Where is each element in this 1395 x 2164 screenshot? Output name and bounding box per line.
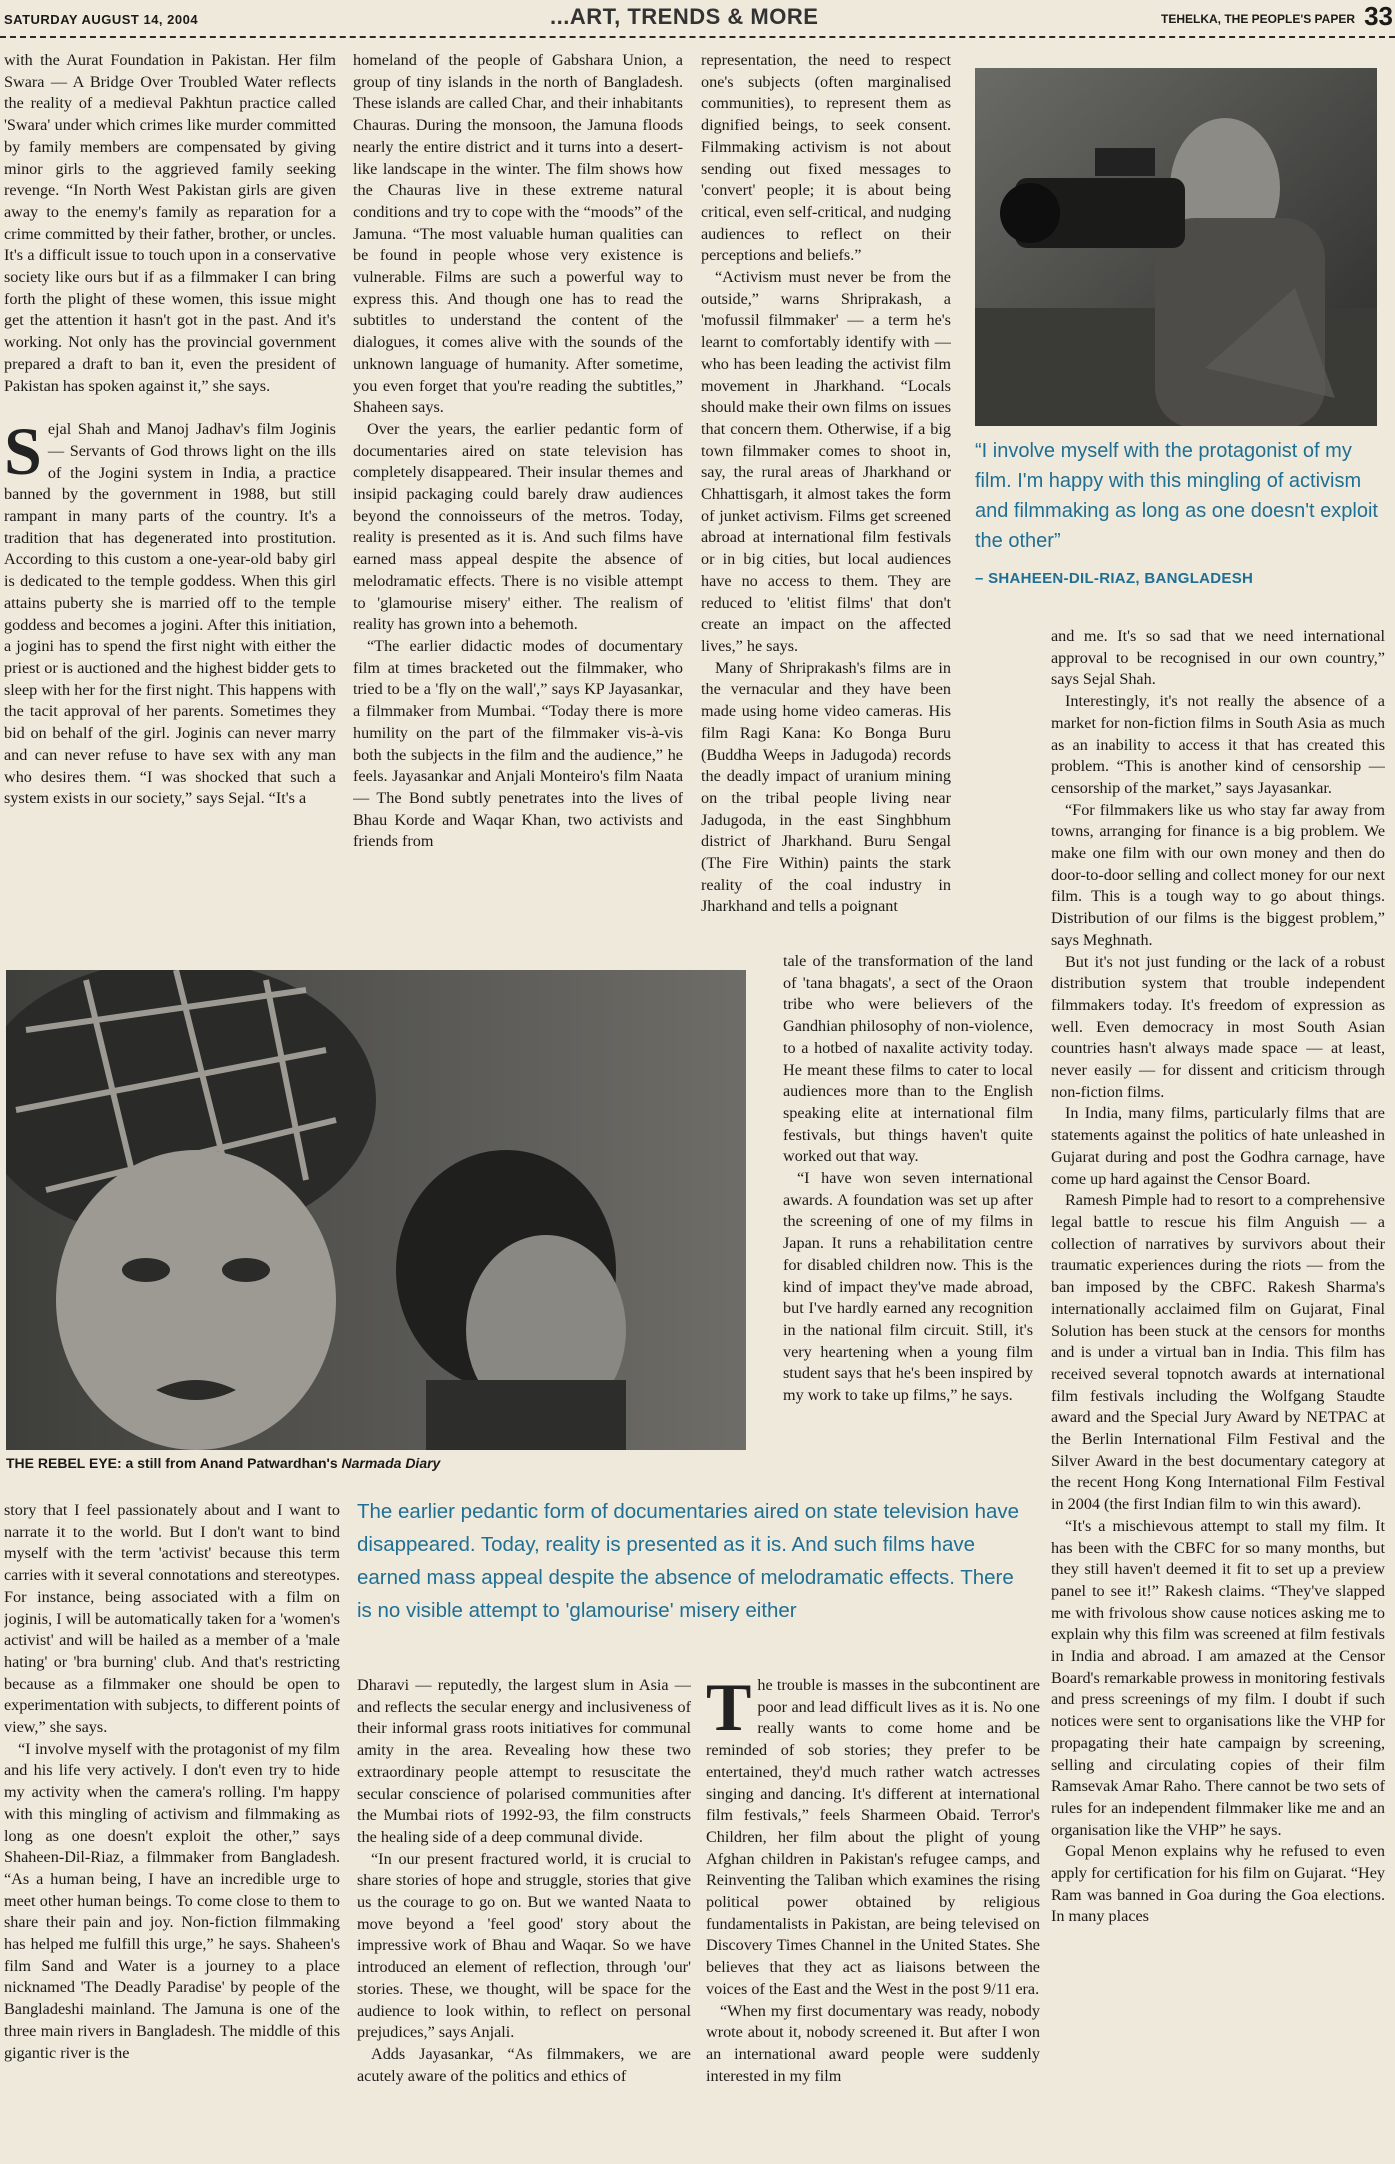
- paragraph: “I involve myself with the protagonist of my film and his life very actively. I don't even try to hide my activity when the camera's rolling. I'm happy with this mingling of activism and filmmaking as long as one doesn't exploit the other,” says Shaheen-Dil-Riaz, a filmmaker from Bangladesh. “As a human being, I have an incredible urge to meet other human beings. To come close to them to share their pain and joy. Non-fiction filmmaking has helped me fulfill this urge,” he says. Shaheen's film Sand and Water is a journey to a place nicknamed 'The Deadly Paradise' by people of the Bangladeshi mainland. The Jamuna is one of the three main rivers in Bangladesh. The middle of this gigantic river is the: [4, 1739, 340, 2062]
- paragraph: But it's not just funding or the lack of a robust distribution system that trouble independent filmmakers today. It's freedom of expression as well. Even democracy in most South Asian countries hasn't always made space — at least, never easily — for dissent and criticism through non-fiction films.: [1051, 952, 1385, 1101]
- main-pullquote: [357, 1495, 1032, 1627]
- paper-name: TEHELKA, THE PEOPLE'S PAPER: [1161, 12, 1355, 26]
- paragraph: Gopal Menon explains why he refused to even apply for certification for his film on Gujarat. “Hey Ram was banned in Goa during the Goa elections. In many places: [1051, 1842, 1385, 1926]
- issue-date: SATURDAY AUGUST 14, 2004: [4, 12, 199, 27]
- rebel-eye-image: [6, 970, 746, 1450]
- caption-label: THE REBEL EYE: a still from Anand Patwardhan's: [6, 1455, 338, 1471]
- paragraph: Interestingly, it's not really the absence of a market for non-fiction films in South Asia as much as an inability to access it that has created this problem. “This is another kind of censorship — censorship of the market,” says Jayasankar.: [1051, 692, 1385, 797]
- photo-caption: [6, 1455, 746, 1471]
- paragraph: Over the years, the earlier pedantic form of documentaries aired on state television has completely disappeared. Their insular themes and insipid packaging could barely draw audiences beyond the connoisseurs of the metros. Today, reality is presented as it is. And such films have earned mass appeal despite the absence of melodramatic effects. There is no visible attempt to 'glamourise misery' either. The realism of reality has grown into a behemoth.: [353, 419, 683, 634]
- cameraman-image: [975, 68, 1377, 426]
- caption-film: Narmada Diary: [341, 1455, 441, 1471]
- column-4: [1051, 626, 1385, 2162]
- page-header: [0, 0, 1395, 38]
- paragraph: Dharavi — reputedly, the largest slum in Asia — and reflects the secular energy and inclusiveness of their informal grass roots initiatives for communal amity in the area. Revealing how these two extraordinary people attempt to resuscitate the secular conscience of polarised communities after the Mumbai riots of 1992-93, the film constructs the healing side of a deep communal divide.: [357, 1676, 691, 1846]
- paragraph: “When my first documentary was ready, nobody wrote about it, nobody screened it. But after I won an international award people were suddenly interested in my film: [706, 2001, 1040, 2085]
- paragraph: “For filmmakers like us who stay far away from towns, arranging for finance is a big problem. We make one film with our own money and then do door-to-door selling and collect money for our next film. This is a tough way to go about things. Distribution of our films is the biggest problem,” says Meghnath.: [1051, 800, 1385, 949]
- paragraph: Many of Shriprakash's films are in the vernacular and they have been made using home video cameras. His film Ragi Kana: Ko Bonga Buru (Buddha Weeps in Jadugoda) records the deadly impact of uranium mining on the tribal people living near Jadugoda, in the east Singhbhum district of Jharkhand. Buru Sengal (The Fire Within) paints the stark reality of the coal industry in Jharkhand and tells a poignant: [701, 658, 951, 916]
- drop-cap: T: [706, 1675, 752, 1745]
- paragraph: “Activism must never be from the outside,” warns Shriprakash, a 'mofussil filmmaker' — a term he's learnt to comfortably identify with — who has been leading the activist film movement in Jharkhand. “Locals should make their own films on issues that concern them. Otherwise, if a big town filmmaker comes to shoot in, say, the rural areas of Jharkhand or Chhattisgarh, it almost takes the form of junket activism. Films get screened abroad at international film festivals or in big cities, but local audiences have no access to them. They are reduced to 'elitist films' that don't create an impact on the affected lives,” he says.: [701, 268, 951, 655]
- paragraph: story that I feel passionately about and I want to narrate it to the world. But I don't want to bind myself with the term 'activist' because this term carries with it several connotations and stereotypes. For instance, being associated with a film on joginis, I will be automatically taken for a 'women's activist' and will be hailed as a member of a 'male hating' or 'bra burning' club. And that's restricting because as a filmmaker one should be open to experimentation with subjects, to different points of view,” she says.: [4, 1501, 340, 1737]
- column-1-top: [4, 50, 336, 952]
- column-2-top: [353, 50, 683, 952]
- pullquote-attribution: – SHAHEEN-DIL-RIAZ, BANGLADESH: [975, 570, 1254, 587]
- paragraph: “It's a mischievous attempt to stall my film. It has been with the CBFC for so many months, but they still haven't deemed it fit to set up a preview panel to see it!” Rakesh claims. “They've slapped me with frivolous show cause notices asking me to explain why this film was screened at film festivals in India and abroad. I am amazed at the Censor Board's remarkable prowess in monitoring festivals and press screenings of my film. I doubt if such notices were sent to organisations like the VHP for propagating their hate campaign by screening, selling and circulating copies of their film Ramsevak Amar Raho. There cannot be two sets of rules for an independent filmmaker like me and an organisation like the VHP” he says.: [1051, 1516, 1385, 1839]
- paragraph: homeland of the people of Gabshara Union, a group of tiny islands in the north of Bangladesh. These islands are called Char, and their inhabitants Chauras. During the monsoon, the Jamuna floods nearly the entire district and it turns into a desert-like landscape in the winter. The film shows how the Chauras live in these extreme natural conditions and try to cope with the “moods” of the Jamuna. “The most valuable human qualities can be found in people whose very existence is vulnerable. Films are such a powerful way to express this. And though one has to read the subtitles to understand the content of the dialogues, it comes alive with the sounds of the unknown language of humanity. After sometime, you even forget that you're reading the subtitles,” Shaheen says.: [353, 51, 683, 417]
- rebel-eye-photo: [6, 970, 746, 1450]
- column-3-bottom: [706, 1675, 1040, 2162]
- section-title: ...ART, TRENDS & MORE: [550, 4, 819, 29]
- paragraph: tale of the transformation of the land of 'tana bhagats', a sect of the Oraon tribe who were believers of the Gandhian philosophy of non-violence, to a hotbed of naxalite activity today. He meant these films to cater to local audiences more than to the English speaking elite at international film festivals, but things haven't quite worked out that way.: [783, 952, 1033, 1166]
- paragraph: “I have won seven international awards. A foundation was set up after the screening of one of my films in Japan. It runs a rehabilitation centre for disabled children now. This is the kind of impact they've made abroad, but I've hardly earned any recognition in the national film circuit. Still, it's very heartening when a young film student says that he's been inspired by my work to take up films,” he says.: [783, 1169, 1033, 1405]
- paragraph-text: ejal Shah and Manoj Jadhav's film Joginis — Servants of God throws light on the ills of the Jogini system in India, a practice banned by the government in 1988, but still rampant in many parts of the country. It's a tradition that has degenerated into prostitution. According to this custom a one-year-old baby girl is dedicated to the temple goddess. When this girl attains puberty she is married off to the temple goddess and becomes a jogini. After this initiation, a jogini has to spend the first night with either the priest or is auctioned and the highest bidder gets to sleep with her for the first night. This happens with the tacit approval of her parents. Sometimes they bid on behalf of the girl. Joginis can never marry and can never refuse to have sex with any man who desires them. “I was shocked that such a system exists in our society,” says Sejal. “It's a: [4, 420, 336, 808]
- paragraph: In India, many films, particularly films that are statements against the politics of hate unleashed in Gujarat during and post the Godhra carnage, have come up hard against the Censor Board.: [1051, 1104, 1385, 1188]
- page-number: 33: [1364, 1, 1393, 31]
- pullquote-text: “I involve myself with the protagonist of my film. I'm happy with this mingling of activism and filmmaking as long as one doesn't exploit the other”: [975, 440, 1378, 552]
- paragraph: Ramesh Pimple had to resort to a comprehensive legal battle to rescue his film Anguish — a collection of narratives by survivors about their traumatic experiences during the riots — from the ban imposed by the CBFC. Rakesh Sharma's internationally acclaimed film on Gujarat, Final Solution has been stuck at the censors for months and is under a virtual ban in India. This film has received several topnotch awards at international film festivals including the Wolfgang Staudte award and the Special Jury Award by NETPAC at the Berlin International Film Festival and the Silver Award in the best documentary category at the recent Hong Kong International Film Festival in 2004 (the first Indian film to win this award).: [1051, 1191, 1385, 1514]
- pullquote-text: The earlier pedantic form of documentaries aired on state television have disappeared. Today, reality is presented as it is. And such films have earned mass appeal despite the absence of melodramatic effects. There is no visible attempt to 'glamourise' misery either: [357, 1500, 1020, 1622]
- photo-pullquote: [975, 436, 1385, 594]
- paragraph: with the Aurat Foundation in Pakistan. Her film Swara — A Bridge Over Troubled Water reflects the reality of a medieval Pakhtun practice called 'Swara' under which crimes like murder committed by family members are compensated by giving minor girls to the aggrieved family seeking revenge. “In North West Pakistan girls are given away to the enemy's family as reparation for a crime committed by their father, brother, or uncles. It's a difficult issue to touch upon in a conservative society like ours but if as a filmmaker I can bring forth the plight of these women, this issue might get the attention it hasn't got in the past. And it's working. Not only has the provincial government prepared a draft to ban it, even the president of Pakistan has spoken against it,” she says.: [4, 51, 336, 395]
- paragraph: representation, the need to respect one's subjects (often marginalised communities), to represent them as dignified beings, to seek consent. Filmmaking activism is not about sending out fixed messages to 'convert' people; it is about being critical, even self-critical, and nudging audiences to reflect on their perceptions and beliefs.”: [701, 51, 951, 265]
- paragraph: “The earlier didactic modes of documentary film at times bracketed out the filmmaker, who tried to be a 'fly on the wall',” says KP Jayasankar, a filmmaker from Mumbai. “Today there is more humility on the part of the filmmaker vis-à-vis both the subjects in the film and the audience,” he feels. Jayasankar and Anjali Monteiro's film Naata — The Bond subtly penetrates into the lives of Bhau Korde and Waqar Khan, two activists and friends from: [353, 636, 683, 851]
- paragraph: “In our present fractured world, it is crucial to share stories of hope and struggle, stories that give us the courage to go on. But we wanted Naata to move beyond a 'feel good' story about the impressive work of Bhau and Waqar. So we have introduced an element of reflection, through 'our' stories. These, we thought, will be space for the audience to look within, to reflect on personal prejudices,” says Anjali.: [357, 1849, 691, 2042]
- column-3-top: [701, 50, 951, 960]
- column-3-mid: [783, 951, 1033, 1451]
- column-1-bottom: [4, 1500, 340, 2162]
- drop-cap: S: [4, 413, 42, 490]
- paragraph: Adds Jayasankar, “As filmmakers, we are acutely aware of the politics and ethics of: [357, 2044, 691, 2085]
- column-2-bottom: [357, 1675, 691, 2162]
- paragraph-dropcap: [4, 413, 336, 810]
- paragraph-dropcap: [706, 1675, 1040, 2001]
- paragraph-text: he trouble is masses in the subcontinent are poor and lead difficult lives as it is. No one really wants to come home and be reminded of sob stories; they prefer to be entertained, they'd much rather watch actresses singing and dancing. It's different at international film festivals,” feels Sharmeen Obaid. Terror's Children, her film about the plight of young Afghan children in Pakistan's refugee camps, and Reinventing the Taliban which examines the rising political power obtained by religious fundamentalists in Pakistan, are being televised on Discovery Times Channel in the United States. She believes that they act as liaisons between the voices of the East and the West in the post 9/11 era.: [706, 1676, 1040, 1998]
- cameraman-photo: [975, 68, 1377, 426]
- paragraph: and me. It's so sad that we need international approval to be recognised in our own country,” says Sejal Shah.: [1051, 627, 1385, 689]
